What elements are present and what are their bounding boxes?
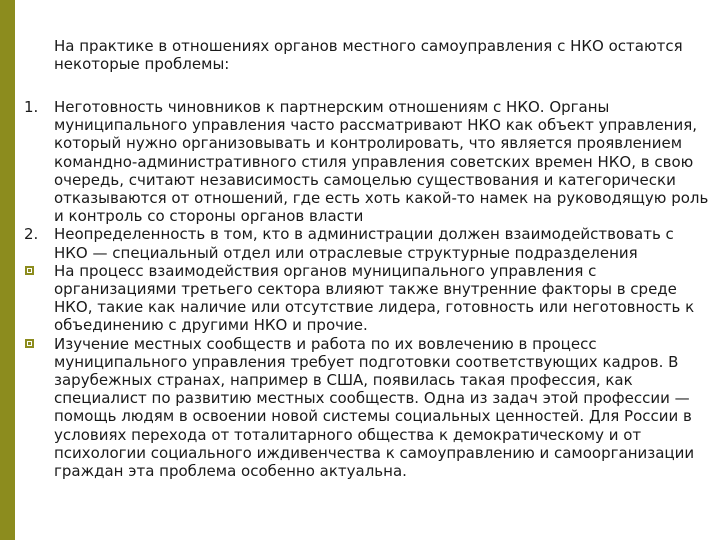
list-item-1 bbox=[0, 98, 720, 225]
square-bullet-icon bbox=[25, 339, 34, 348]
list-item-text: Неопределенность в том, кто в администрации должен взаимодействовать с НКО — специальный отдел или отраслевые структурные подразделения bbox=[54, 225, 674, 262]
list-item-4 bbox=[0, 335, 720, 481]
list-number: 1. bbox=[24, 98, 39, 116]
list-number: 2. bbox=[24, 225, 39, 244]
list-item-text: На процесс взаимодействия органов муниципального управления с организациями третьего сектора влияют также внутренние факторы в среде НКО, такие как наличие или отсутствие лидера, готовность или неготовность к объединению с другими НКО и прочие. bbox=[54, 261, 695, 335]
list-item-2 bbox=[0, 225, 720, 261]
problem-list bbox=[0, 98, 720, 480]
square-bullet-icon bbox=[25, 266, 34, 275]
list-item-text: Неготовность чиновников к партнерским отношениям с НКО. Органы муниципального управления часто рассматривают НКО как объект управления, который нужно организовывать и контролировать, что является проявлением командно-административного стиля управления советских времен НКО, в свою очередь, считают независимость самоцелью существования и категорически отказываются от отношений, где есть хоть какой-то намек на руководящую роль и контроль со стороны органов власти bbox=[54, 98, 709, 226]
list-item-text: Изучение местных сообществ и работа по их вовлечению в процесс муниципального управления требует подготовки соответствующих кадров. В зарубежных странах, например в США, появилась такая профессия, как специалист по развитию местных сообществ. Одна из задач этой профессии — помощь людям в освоении новой системы социальных ценностей. Для России в условиях перехода от тоталитарного общества к демократическому и от психологии социального иждивенчества к самоуправлению и самоорганизации граждан эта проблема особенно актуальна. bbox=[54, 334, 695, 481]
list-item-3 bbox=[0, 262, 720, 335]
intro-paragraph: На практике в отношениях органов местного самоуправления с НКО остаются некоторые проблемы: bbox=[54, 37, 683, 74]
